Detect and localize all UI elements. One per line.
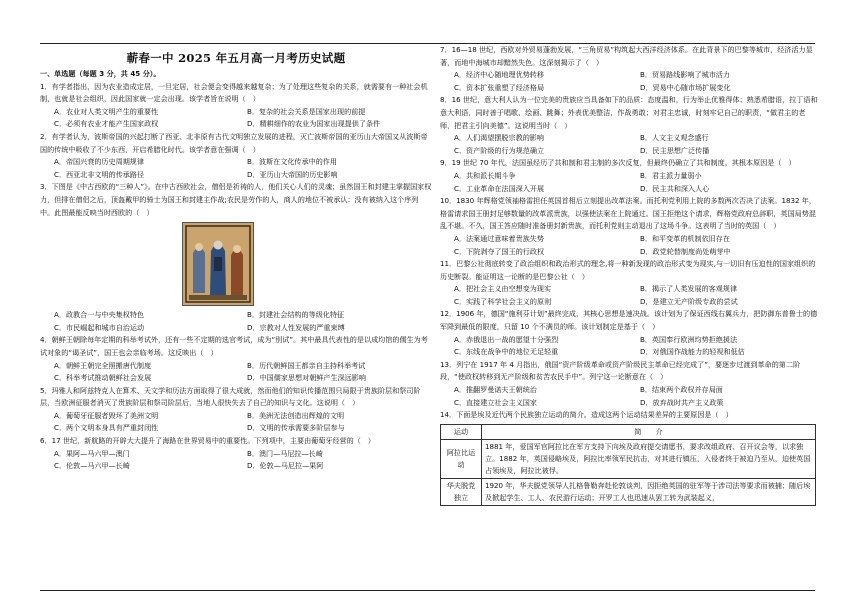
- table-header-movement: 运动: [441, 424, 482, 439]
- table-header-intro: 简 介: [482, 424, 816, 439]
- bottom-rule: [40, 590, 815, 591]
- question-stem: 1．有学者指出，因为农业造成定居，一旦定居，社会便会变得越来越复杂；为了处理这些复杂的关系，就需要有一种社会机制，也就是社会组织，因此国家就一定会出现。该学者旨在说明（ ）: [40, 81, 428, 104]
- question-stem: 10．1830 年辉格党领袖格雷担任英国首相后立刻提出改革法案。而托利党利用上院的多数两次否决了法案。1832 年，格雷请求国王册封足够数量的改革派贵族，以强使法案在上院通过。国王拒绝这个请求，辉格党政府总辞职，英国局势混乱不堪。不久，国王答应随时准备册封新贵族，而托利党则主动退出了这场斗争。这表明了当时的英国（ ）: [440, 196, 816, 231]
- page-title: 蕲春一中 2025 年五月高一月考历史试题: [126, 51, 346, 65]
- option-c: C．西亚北非文明的传承路径: [54, 169, 145, 179]
- question-9: [440, 157, 818, 195]
- question-7: [440, 44, 818, 94]
- option-c: C．工业革命在法国深入开展: [454, 183, 545, 193]
- question-stem: 3．下图是《中古西欧的“三种人”》。在中古西欧社会，僧侣是祈祷的人，他们关心人们的灵魂；虽然国王和封建主掌握国家权力，但排在僧侣之后，顶盔戴甲的骑士为国王和封建主作战;农民是劳作的人，商人的地位不被承认：没有被纳入这个序列中。此图最能反映当时西欧的（ ）: [40, 182, 432, 217]
- question-3: [40, 181, 432, 334]
- option-b: B．英国奉行欧洲均势拒绝援法: [640, 334, 738, 344]
- option-c: C．必须有农业才能产生国家政权: [54, 119, 159, 129]
- option-a: A．农业对人类文明产生的重要性: [54, 106, 159, 116]
- question-stem: 2．有学者认为，波斯帝国的兴起打断了西亚、北非原有古代文明独立发展的进程，灭亡波斯帝国的亚历山大帝国又从波斯帝国的传统中吸收了不少东西，开启希腊化时代。该学者意在强调（ ）: [40, 131, 428, 154]
- option-a: A．帝国兴衰的历史周期规律: [54, 157, 144, 167]
- option-a: A．葡萄牙征服者毁坏了美洲文明: [54, 410, 159, 420]
- option-c: C．科举考试推动朝鲜社会发展: [54, 373, 152, 383]
- question-10: [440, 195, 818, 258]
- option-d: D．中国儒家思想对朝鲜产生深远影响: [247, 373, 366, 383]
- table-cell-intro: 1920 年，华夫脱党领导人扎格鲁勒奔赴伦敦谈判，因拒绝英国的驻军等于涉司法等要求而被捕；随后埃及掀起学生、工人、农民游行运动；开罗工人也迅速从罢工转为武装起义，: [482, 478, 816, 505]
- question-stem: 5．玛雅人和阿兹特克人在算术、天文学和历法方面取得了很大成就，然而他们的知识传播范围只局限于贵族阶层和祭司阶层，当欧洲征服者消灭了贵族阶层和祭司阶层后，当地人很快失去了自己的知识与文化。这说明（ ）: [40, 385, 421, 408]
- option-b: B．结束两个政权并存局面: [640, 385, 723, 395]
- option-b: B．人文主义观念盛行: [640, 133, 709, 143]
- question-stem: 7．16—18 世纪，西欧对外贸易蓬勃发展，“三角贸易”构筑起大西洋经济体系。在此背景下的巴黎等城市，经济活力显著，而地中海城市却黯然失色。这深刻揭示了（ ）: [440, 45, 813, 67]
- option-c: C．资本扩张重塑了经济格局: [454, 82, 545, 92]
- option-b: B．美洲无法创造出辉煌的文明: [247, 410, 345, 420]
- option-b: B．历代朝鲜国王都亲自主持科举考试: [247, 360, 366, 370]
- question-4: [40, 334, 432, 384]
- option-b: B．澳门—马尼拉—长崎: [247, 448, 323, 458]
- option-d: D．对俄国作战能力的轻视和低估: [640, 347, 745, 357]
- option-a: A．赤俄退出一战的愿望十分强烈: [454, 334, 559, 344]
- table-cell-intro: 1881 年，爱国军官阿拉比在军方支持下向埃及政府提交请愿书，要求改组政府、召开议会等，以求独立。1882 年，英国侵略埃及，阿拉比率领军民抗击，对其进行镇压，入侵者终于被迫乃至从，迫使英国占领埃及，阿拉比被俘。: [482, 439, 816, 478]
- option-c: C．下院剥夺了国王的行政权: [454, 246, 545, 256]
- option-c: C．直接建立社会主义国家: [454, 397, 537, 407]
- option-a: A．政教合一与中央集权特色: [54, 310, 144, 320]
- option-c: C．东线在战争中的地位无足轻重: [454, 347, 559, 357]
- table-cell-movement: 华夫脱党独立: [441, 478, 482, 505]
- option-a: A．推翻罗曼诺夫王朝统治: [454, 385, 537, 395]
- question-11: [440, 258, 818, 308]
- option-d: D．精耕细作的农业为国家出现提供了条件: [247, 119, 381, 129]
- question-stem: 8．16 世纪，意大利人认为一位完美的贵族应当具备如下的品质：态度温和，行为举止优雅得体；熟悉希腊语，拉丁语和意大利语，同时善于唱歌、绘画、跳舞；外表优美整洁，作战勇敢；对君主忠诚，时刻牢记自己的职责，“做君主的老师，把君主引向美德”。这说明当时（ ）: [440, 95, 818, 130]
- question-stem: 6．17 世纪，新航路的开辟大大提升了海路在世界贸易中的重要性。下列项中，主要由葡萄牙经营的（ ）: [40, 436, 376, 446]
- question-6: [40, 435, 432, 473]
- question-5: [40, 385, 432, 435]
- table-cell-movement: 阿拉比运动: [441, 439, 482, 478]
- three-estates-illustration: [182, 222, 254, 306]
- option-c: C．资产阶级的行为规范确立: [454, 145, 545, 155]
- question-stem: 11．巴黎公社彻底转变了政治组织和政治形式的理念,将一种新发现的政治形式变为现实,与一切旧有压迫性的国家组织的历史断裂。能证明这一论断的是巴黎公社（ ）: [440, 259, 816, 281]
- question-stem: 4．朝鲜王朝除每年定期的科举考试外，还有一些不定期的选官考试，成为“别试”。其中最具代表性的是以成均馆的儒生为考试对象的“谒圣试”，国王也会亲临考场。这反映出（ ）: [40, 335, 428, 357]
- question-12: [440, 308, 818, 358]
- question-8: [440, 94, 818, 157]
- option-a: A．共和派长期斗争: [454, 170, 516, 180]
- question-stem: 12．1906 年，德国“施利芬计划”最终完成，其核心思想是速决战。该计划为了保证西线右翼兵力，把防御东普鲁士的德军降到最低的限度，只留 10 个不满员的师。该计划制定是基于（ ）: [440, 309, 818, 332]
- right-column: [440, 0, 818, 506]
- option-b: B．波斯在文化传承中的作用: [247, 157, 337, 167]
- section-heading: 一、单选题（每题 3 分，共 45 分）。: [40, 69, 161, 78]
- movements-table: [440, 424, 816, 506]
- option-a: A．果阿—马六甲—澳门: [54, 448, 130, 458]
- option-a: A．把社会主义由空想变为现实: [454, 284, 552, 294]
- option-b: B．贸易路线影响了城市活力: [640, 70, 730, 80]
- left-column: [40, 0, 432, 473]
- option-b: B．揭示了人类发展的客观规律: [640, 284, 738, 294]
- option-d: D．放弃战时共产主义政策: [640, 397, 724, 407]
- table-row: [441, 478, 816, 505]
- option-a: A．经济中心随地理优势转移: [454, 70, 544, 80]
- option-d: D．贸易中心随市场扩展变化: [640, 82, 731, 92]
- option-d: D．政党轮替制度尚处萌芽中: [640, 246, 731, 256]
- option-d: D．宗教对人性发展的严重束缚: [247, 322, 345, 332]
- option-b: B．复杂的社会关系是国家出现的前提: [247, 106, 366, 116]
- option-a: A．人们渴望摆脱宗教的影响: [454, 133, 544, 143]
- option-d: D．伦敦—马尼拉—果阿: [247, 461, 324, 471]
- option-b: B．封建社会结构的等级化特征: [247, 310, 345, 320]
- option-c: C．实践了科学社会主义的原则: [454, 296, 552, 306]
- option-d: D．是建立无产阶级专政的尝试: [640, 296, 738, 306]
- option-d: D．民主思想广泛传播: [640, 145, 710, 155]
- table-row: [441, 439, 816, 478]
- option-a: A．朝鲜王朝完全照搬唐代制度: [54, 360, 152, 370]
- question-2: [40, 131, 432, 181]
- question-13: [440, 359, 818, 409]
- option-c: C．市民崛起和城市自治运动: [54, 322, 145, 332]
- option-d: D．文明的传承需要多阶层参与: [247, 423, 345, 433]
- option-b: B．君主派力量弱小: [640, 170, 702, 180]
- option-a: A．法案通过意味着贵族失势: [454, 233, 544, 243]
- option-d: D．亚历山大帝国的历史影响: [247, 169, 338, 179]
- question-14: [440, 409, 818, 506]
- question-stem: 14．下面是埃及近代两个民族独立运动的简介。造成这两个运动结果差异的主要原因是（ ）: [440, 410, 733, 420]
- question-stem: 13．列宁在 1917 年 4 月指出，俄国“资产阶级革命或资产阶级民主革命已经完成了”，要逐步过渡到革命的第二阶段，“使政权转移到无产阶级和贫苦农民手中”。列宁这一论断意在（ ）: [440, 359, 801, 382]
- question-stem: 9．19 世纪 70 年代，法国虽经历了共和制和君主制的多次反复，但最终仍确立了共和制度，其根本原因是（ ）: [440, 158, 796, 168]
- question-1: [40, 81, 432, 131]
- option-c: C．伦敦—马六甲—长崎: [54, 461, 130, 471]
- option-c: C．两个文明本身具有严重封闭性: [54, 423, 159, 433]
- option-b: B．和平变革的机制依旧存在: [640, 233, 730, 243]
- option-d: D．民主共和深入人心: [640, 183, 710, 193]
